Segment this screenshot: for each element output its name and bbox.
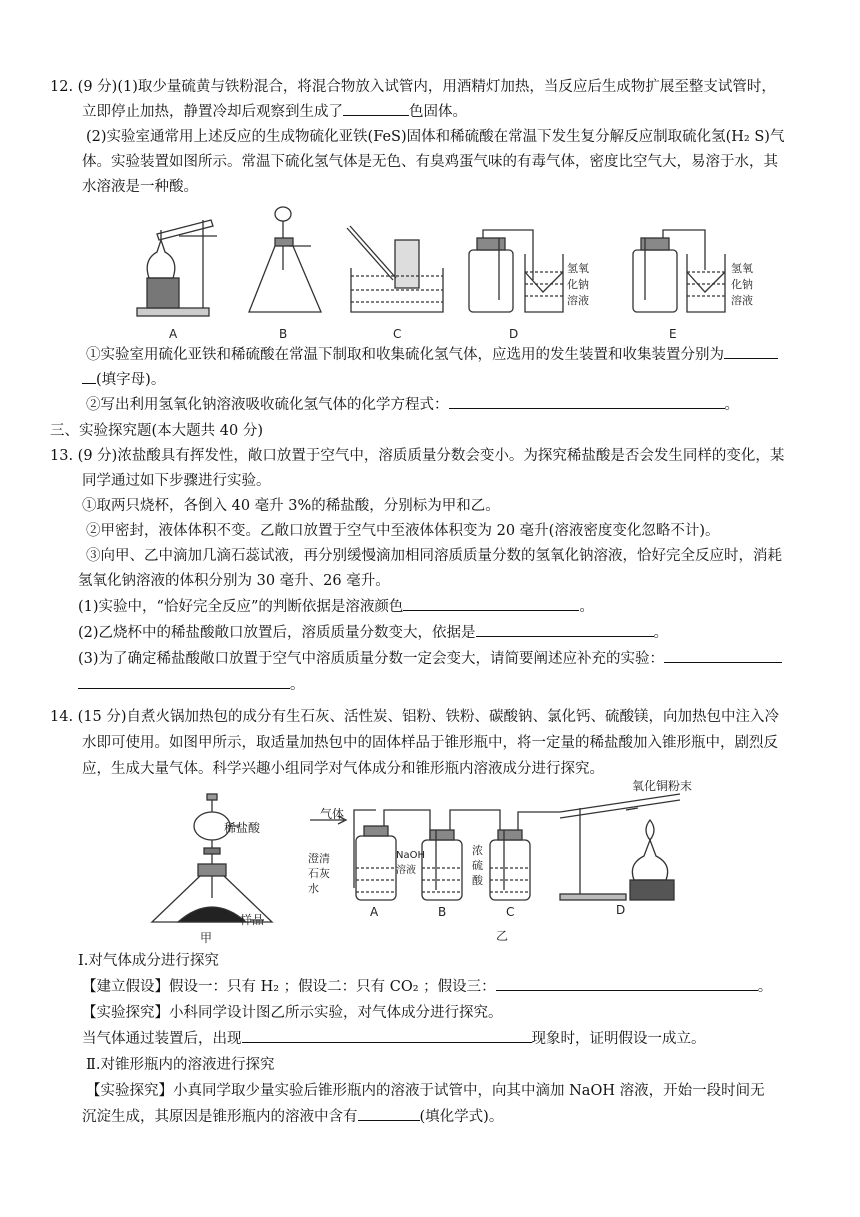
fig-label-b: B	[279, 327, 288, 341]
label-h2so4-1: 浓	[472, 844, 483, 857]
q12-line3: (2)实验室通常用上述反应的生成物硫化亚铁(FeS)固体和稀硫酸在常温下发生复分解反应制取硫化氢(H₂ S)气	[86, 129, 785, 145]
q13-p2-text: (2)乙烧杯中的稀盐酸敞口放置后，溶质质量分数变大，依据是	[78, 625, 476, 641]
q14-line1: 14. (15 分)自煮火锅加热包的成分有生石灰、活性炭、铝粉、铁粉、碳酸钠、氯化钙、硫酸镁，向加热包中注入冷	[50, 709, 780, 725]
q13-p1-end: 。	[579, 599, 594, 615]
q14-line3: 应，生成大量气体。科学兴趣小组同学对气体成分和锥形瓶内溶液成分进行探究。	[82, 761, 604, 777]
label-bottle-c: C	[506, 905, 515, 919]
q14-line2: 水即可使用。如图甲所示，取适量加热包中的固体样品于锥形瓶中，将一定量的稀盐酸加入锥形瓶中，剧烈反	[82, 735, 778, 751]
fig-label-c: C	[393, 327, 402, 341]
q13-p3-cont	[78, 674, 305, 696]
q13-p1	[78, 596, 594, 618]
q12-sub1	[86, 344, 778, 366]
label-naoh-1: NaOH	[396, 850, 425, 861]
q14-hyp-end: 。	[757, 979, 773, 995]
naoh-label-e-3: 溶液	[731, 294, 753, 307]
q14-exp1: 【实验探究】小科同学设计图乙所示实验，对气体成分进行探究。	[82, 1005, 503, 1021]
q14-exp2b	[82, 1106, 503, 1128]
block-a	[147, 278, 179, 308]
label-limewater-3: 水	[308, 882, 319, 895]
q14-exp2b-end: (填化学式)。	[419, 1109, 504, 1125]
q12-sub2-text: ②写出利用氢氧化钠溶液吸收硫化氢气体的化学方程式：	[86, 397, 449, 413]
q12-line2-end: 色固体。	[409, 104, 467, 120]
q12-sub1-end: (填字母)。	[96, 372, 166, 388]
label-limewater-1: 澄清	[308, 852, 330, 865]
q12-line2-text: 立即停止加热，静置冷却后观察到生成了	[82, 104, 343, 120]
q13-line1: 13. (9 分)浓盐酸具有挥发性，敞口放置于空气中，溶质质量分数会变小。为探究稀盐酸是否会发生同样的变化，某	[50, 448, 785, 464]
q12-line4: 体。实验装置如图所示。常温下硫化氢气体是无色、有臭鸡蛋气味的有毒气体，密度比空气大，易溶于水，其	[82, 154, 778, 170]
q13-p1-text: (1)实验中，“恰好完全反应”的判断依据是溶液颜色	[78, 599, 404, 615]
q14-part1: Ⅰ.对气体成分进行探究	[78, 953, 219, 969]
q13-p3	[78, 648, 782, 670]
label-h2so4-2: 硫	[472, 859, 483, 872]
q12-sub2	[86, 394, 739, 416]
label-device-d: D	[616, 903, 626, 917]
q14-obs-end: 现象时，证明假设一成立。	[531, 1031, 706, 1047]
label-hcl: 稀盐酸	[224, 821, 261, 835]
q12-line1: 12. (9 分)(1)取少量硫黄与铁粉混合，将混合物放入试管内，用酒精灯加热，当反应后生成物扩展至整支试管时，	[50, 79, 776, 95]
label-h2so4-3: 酸	[472, 874, 483, 887]
q13-p3-blank-1[interactable]	[664, 648, 782, 663]
label-gas: 气体	[320, 807, 345, 821]
q13-p1-blank[interactable]	[403, 596, 579, 611]
label-limewater-2: 石灰	[308, 867, 330, 880]
fig-label-d: D	[509, 327, 519, 341]
q13-step3b: 氢氧化钠溶液的体积分别为 30 毫升、26 毫升。	[78, 573, 390, 589]
naoh-label-e-1: 氢氧	[731, 262, 753, 275]
q13-p3-blank-2[interactable]	[78, 674, 290, 689]
q14-formula-blank[interactable]	[358, 1106, 420, 1121]
q13-p2-end: 。	[653, 625, 669, 641]
q13-step3a: ③向甲、乙中滴加几滴石蕊试液，再分别缓慢滴加相同溶质质量分数的氢氧化钠溶液，恰好完全反应时，消耗	[86, 548, 782, 564]
q12-equation-blank[interactable]	[449, 394, 725, 409]
fig-label-e: E	[669, 327, 677, 341]
label-bottle-a: A	[370, 905, 379, 919]
label-naoh-2: 溶液	[396, 865, 416, 876]
label-sample: 样品	[240, 913, 265, 927]
q12-apparatus-blank-2[interactable]	[82, 369, 96, 384]
fig-label-a: A	[169, 327, 178, 341]
q13-p2-blank[interactable]	[476, 622, 654, 637]
q14-part2: Ⅱ.对锥形瓶内的溶液进行探究	[86, 1057, 275, 1073]
q13-p3-end: 。	[290, 677, 305, 693]
naoh-label-d-1: 氢氧	[567, 262, 589, 275]
naoh-label-d-3: 溶液	[567, 294, 589, 307]
q13-p2	[78, 622, 668, 644]
q14-hyp-text: 【建立假设】假设一：只有 H₂ ；假设二：只有 CO₂ ；假设三：	[82, 979, 496, 995]
q14-exp2a: 【实验探究】小真同学取少量实验后锥形瓶内的溶液于试管中，向其中滴加 NaOH 溶液，开始一段时间无	[86, 1083, 765, 1099]
q14-obs-blank[interactable]	[242, 1028, 532, 1043]
q13-step2: ②甲密封，液体体积不变。乙敞口放置于空气中至液体体积变为 20 毫升(溶液密度变化忽略不计)。	[86, 523, 720, 539]
q14-observation	[82, 1028, 706, 1050]
q12-apparatus-figure	[125, 200, 775, 350]
label-jia: 甲	[200, 931, 213, 945]
q14-obs-text: 当气体通过装置后，出现	[82, 1031, 242, 1047]
label-yi: 乙	[496, 929, 509, 943]
q14-hypothesis	[82, 976, 772, 998]
naoh-label-d-2: 化钠	[567, 278, 589, 291]
q12-color-blank[interactable]	[343, 101, 409, 116]
q12-sub1-text: ①实验室用硫化亚铁和稀硫酸在常温下制取和收集硫化氢气体，应选用的发生装置和收集装置分别为	[86, 347, 724, 363]
q12-apparatus-blank-1[interactable]	[724, 344, 778, 359]
section3-heading: 三、实验探究题(本大题共 40 分)	[50, 423, 263, 439]
q14-apparatus-figure	[140, 780, 700, 945]
q12-sub2-end: 。	[724, 397, 739, 413]
q13-p3-text: (3)为了确定稀盐酸敞口放置于空气中溶质质量分数一定会变大，请简要阐述应补充的实验：	[78, 651, 665, 667]
stand-base-a	[137, 308, 209, 316]
label-bottle-b: B	[438, 905, 447, 919]
q13-line2: 同学通过如下步骤进行实验。	[82, 473, 271, 489]
q12-line2	[82, 101, 467, 123]
q12-line5: 水溶液是一种酸。	[82, 179, 198, 195]
q12-sub1-cont	[82, 369, 165, 391]
q14-exp2b-text: 沉淀生成，其原因是锥形瓶内的溶液中含有	[82, 1109, 358, 1125]
q13-step1: ①取两只烧杯，各倒入 40 毫升 3%的稀盐酸，分别标为甲和乙。	[82, 498, 500, 514]
label-cuo: 氧化铜粉末	[632, 780, 693, 793]
naoh-label-e-2: 化钠	[731, 278, 753, 291]
q14-hyp3-blank[interactable]	[496, 976, 758, 991]
